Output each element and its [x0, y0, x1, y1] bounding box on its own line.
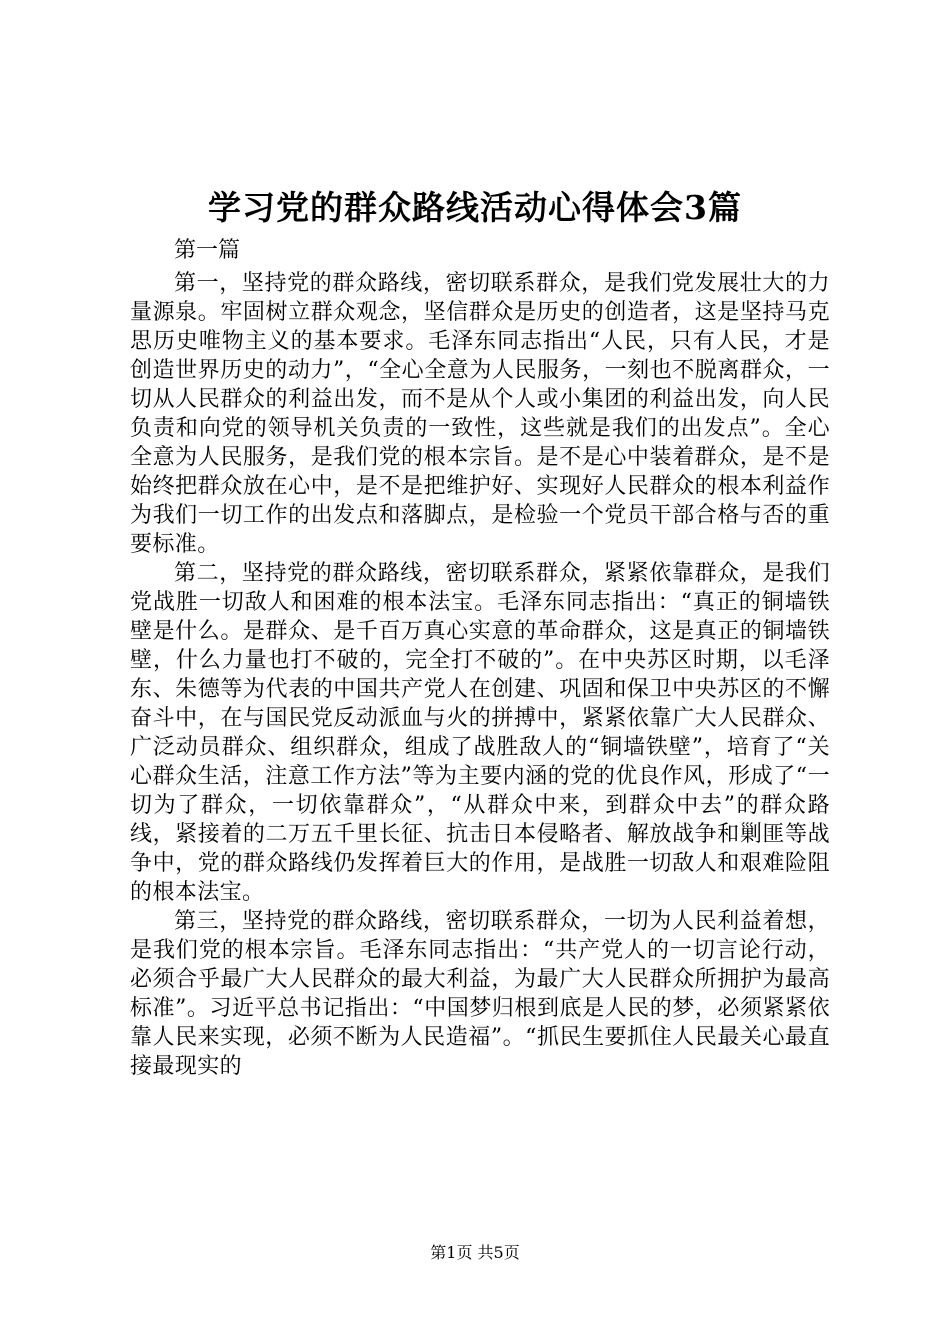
paragraph-2: 第二，坚持党的群众路线，密切联系群众，紧紧依靠群众，是我们党战胜一切敌人和困难的根本法宝。毛泽东同志指出：“真正的铜墙铁壁是什么。是群众、是千百万真心实意的革命群众，这是真正的铜墙铁壁，什么力量也打不破的，完全打不破的”。在中央苏区时期，以毛泽东、朱德等为代表的中国共产党人在创建、巩固和保卫中央苏区的不懈奋斗中，在与国民党反动派血与火的拼搏中，紧紧依靠广大人民群众、广泛动员群众、组织群众，组成了战胜敌人的“铜墙铁壁”，培育了“关心群众生活，注意工作方法”等为主要内涵的党的优良作风，形成了“一切为了群众，一切依靠群众”，“从群众中来，到群众中去”的群众路线，紧接着的二万五千里长征、抗击日本侵略者、解放战争和剿匪等战争中，党的群众路线仍发挥着巨大的作用，是战胜一切敌人和艰难险阻的根本法宝。 — [130, 561, 830, 905]
document-title: 学习党的群众路线活动心得体会3篇 — [208, 188, 742, 227]
section-heading: 第一篇 — [174, 238, 241, 263]
document-body — [130, 233, 830, 1081]
paragraph-1: 第一，坚持党的群众路线，密切联系群众，是我们党发展壮大的力量源泉。牢固树立群众观念，坚信群众是历史的创造者，这是坚持马克思历史唯物主义的基本要求。毛泽东同志指出“人民，只有人民，才是创造世界历史的动力”，“全心全意为人民服务，一刻也不脱离群众，一切从人民群众的利益出发，而不是从个人或小集团的利益出发，向人民负责和向党的领导机关负责的一致性，这些就是我们的出发点”。全心全意为人民服务，是我们党的根本宗旨。是不是心中装着群众，是不是始终把群众放在心中，是不是把维护好、实现好人民群众的根本利益作为我们一切工作的出发点和落脚点，是检验一个党员干部合格与否的重要标准。 — [130, 271, 830, 557]
paragraph-3: 第三，坚持党的群众路线，密切联系群众，一切为人民利益着想，是我们党的根本宗旨。毛泽东同志指出：“共产党人的一切言论行动，必须合乎最广大人民群众的最大利益，为最广大人民群众所拥护为最高标准”。习近平总书记指出：“中国梦归根到底是人民的梦，必须紧紧依靠人民来实现，必须不断为人民造福”。“抓民生要抓住人民最关心最直接最现实的 — [130, 909, 830, 1079]
page-footer: 第1页 共5页 — [430, 1243, 520, 1262]
